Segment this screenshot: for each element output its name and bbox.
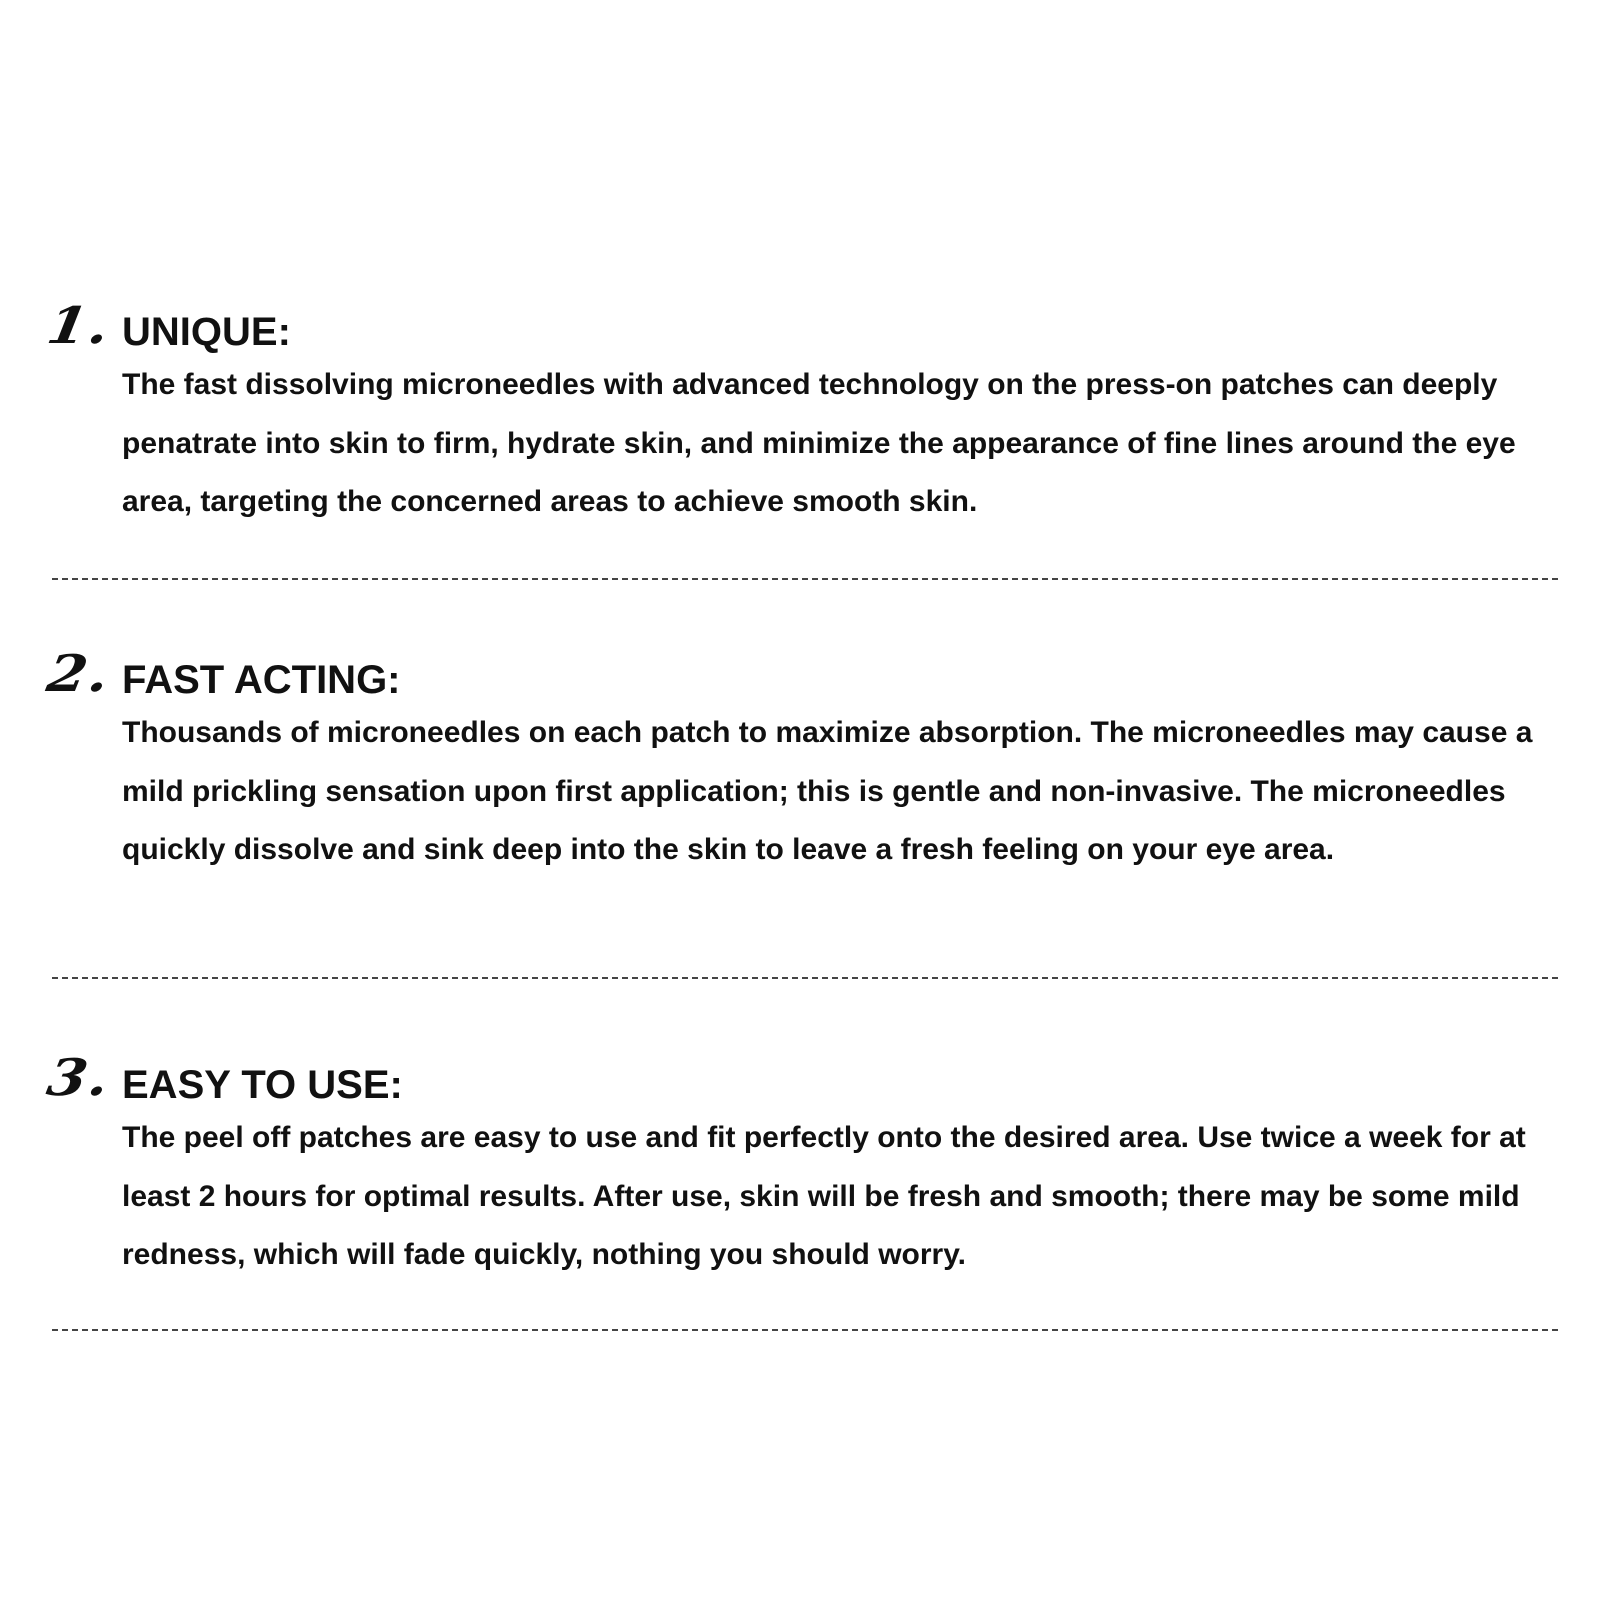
section-body-fast-acting: Thousands of microneedles on each patch to maximize absorption. The microneedles may cause a mild prickling sensation upon first application; this is gentle and non-invasive. The microneedles quickly dissolve and sink deep into the skin to leave a fresh feeling on your eye area.: [122, 716, 1533, 866]
section-number-2: 2.: [42, 644, 116, 704]
section-divider-1: [52, 578, 1558, 580]
section-body-unique: The fast dissolving microneedles with advanced technology on the press-on patches can deeply penatrate into skin to firm, hydrate skin, and minimize the appearance of fine lines around the eye area, targeting the concerned areas to achieve smooth skin.: [122, 368, 1516, 518]
section-body-easy-to-use: The peel off patches are easy to use and fit perfectly onto the desired area. Use twice a week for at least 2 hours for optimal results. After use, skin will be fresh and smooth; there may be some mild redness, which will fade quickly, nothing you should worry.: [122, 1121, 1526, 1271]
section-heading-easy-to-use: EASY TO USE:: [122, 1063, 403, 1107]
section-divider-2: [52, 977, 1558, 979]
section-divider-3: [52, 1329, 1558, 1331]
section-number-3: 3.: [42, 1048, 116, 1108]
section-heading-unique: UNIQUE:: [122, 310, 291, 354]
section-number-1: 1.: [42, 296, 116, 356]
section-heading-fast-acting: FAST ACTING:: [122, 658, 401, 702]
